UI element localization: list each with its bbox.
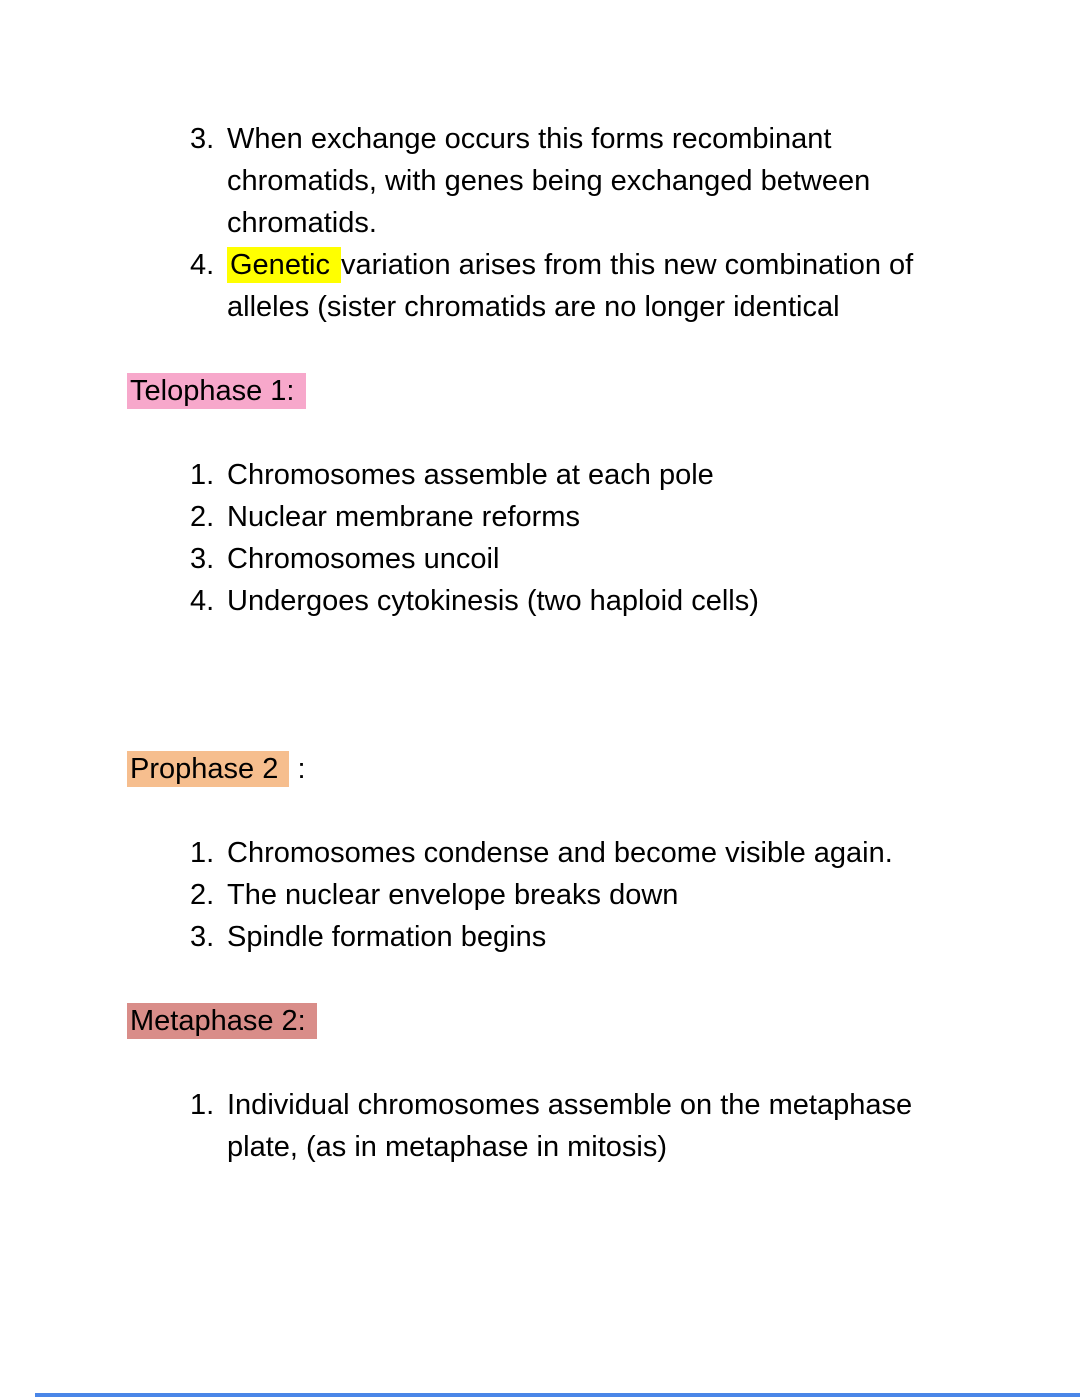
list-item-text: Individual chromosomes assemble on the metaphase plate, (as in metaphase in mitosis): [227, 1089, 913, 1163]
highlighted-term-genetic: Genetic: [227, 247, 341, 283]
section-heading-prophase-2: [127, 748, 952, 790]
list-item-text: Chromosomes assemble at each pole: [227, 459, 714, 491]
list-item-text: Spindle formation begins: [227, 921, 547, 953]
section-heading-telophase-1: [127, 370, 952, 412]
list-number: 1.: [190, 837, 215, 869]
crossing-over-list: [127, 118, 952, 328]
list-item-text: When exchange occurs this forms recombinant chromatids, with genes being exchanged between chromatids.: [227, 123, 871, 239]
list-item-text: Chromosomes condense and become visible again.: [227, 837, 893, 869]
list-item: [190, 454, 952, 496]
list-number: 4.: [190, 249, 215, 281]
list-item: [190, 832, 952, 874]
list-item-text: Chromosomes uncoil: [227, 543, 500, 575]
list-item: [190, 916, 952, 958]
list-item: [190, 244, 952, 328]
blue-divider-line: [35, 1393, 1080, 1397]
list-number: 1.: [190, 459, 215, 491]
list-item: [190, 580, 952, 622]
list-item: [190, 538, 952, 580]
list-item: [190, 496, 952, 538]
list-item-text-rest: variation arises from this new combination of alleles (sister chromatids are no longer identical: [227, 249, 914, 323]
list-item: [190, 1084, 952, 1168]
metaphase-2-list: [127, 1084, 952, 1168]
section-heading-metaphase-2: [127, 1000, 952, 1042]
heading-highlight-prophase-2: Prophase 2: [127, 751, 289, 787]
list-number: 1.: [190, 1089, 215, 1121]
list-item-text: Nuclear membrane reforms: [227, 501, 580, 533]
list-number: 2.: [190, 879, 215, 911]
list-number: 4.: [190, 585, 215, 617]
prophase-2-list: [127, 832, 952, 958]
list-number: 3.: [190, 921, 215, 953]
list-item: [190, 874, 952, 916]
list-item: [190, 118, 952, 244]
heading-suffix: :: [289, 753, 306, 785]
heading-highlight-telophase-1: Telophase 1:: [127, 373, 306, 409]
list-item-text: [227, 247, 913, 323]
list-number: 2.: [190, 501, 215, 533]
heading-highlight-metaphase-2: Metaphase 2:: [127, 1003, 317, 1039]
list-item-text: Undergoes cytokinesis (two haploid cells): [227, 585, 759, 617]
list-number: 3.: [190, 543, 215, 575]
telophase-1-list: [127, 454, 952, 622]
list-number: 3.: [190, 123, 215, 155]
list-item-text: The nuclear envelope breaks down: [227, 879, 679, 911]
